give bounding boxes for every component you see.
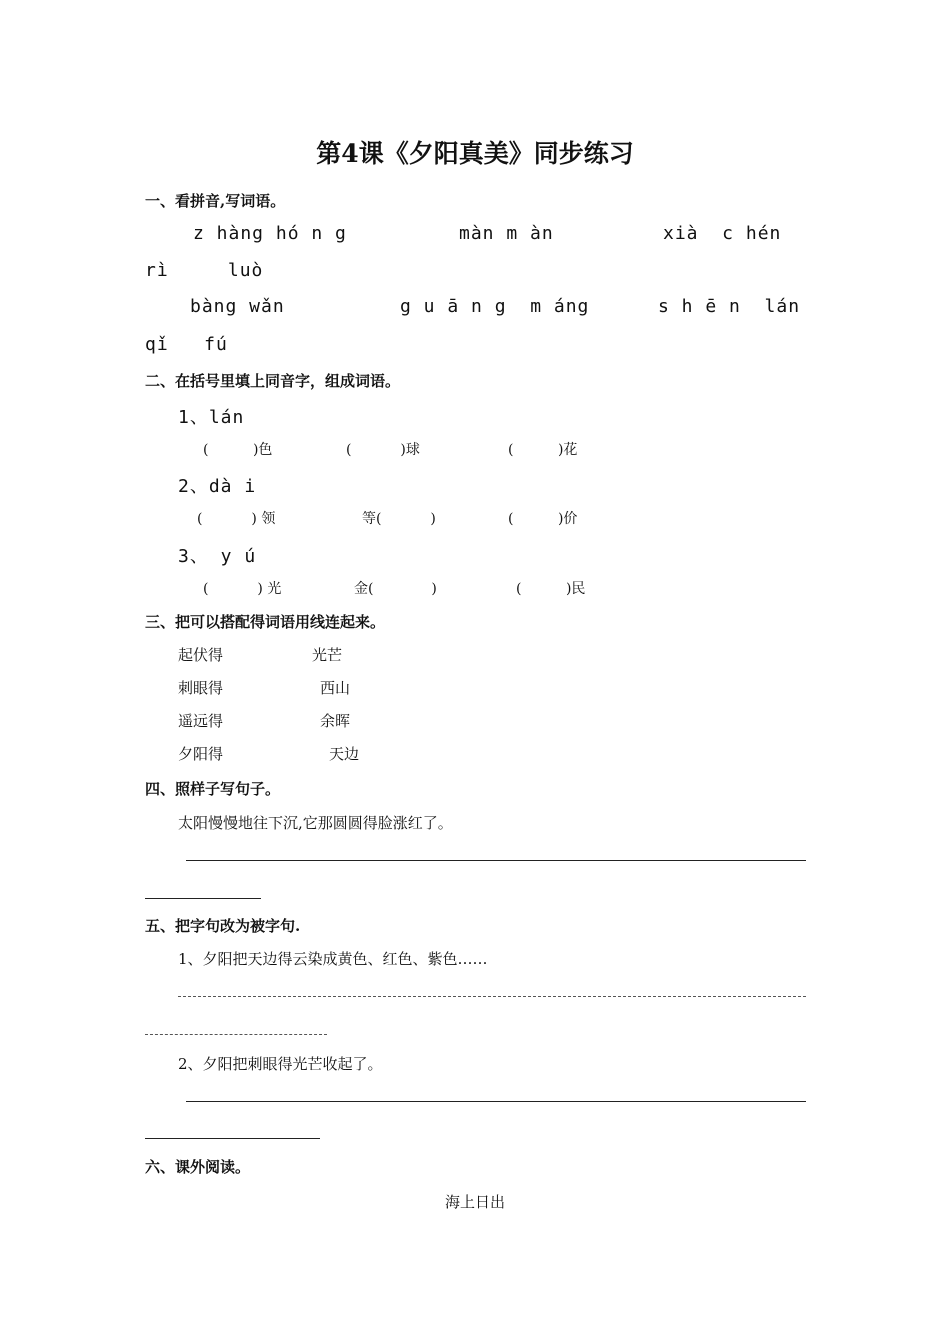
fill-blank: ( )色: [203, 442, 273, 458]
answer-line: [178, 996, 806, 997]
match-left-item: 刺眼得: [178, 679, 224, 697]
match-right-item: 光芒: [312, 646, 343, 664]
question-number: 1、lán: [178, 407, 245, 428]
page-title: 第4课《夕阳真美》同步练习: [316, 139, 634, 168]
section-2-heading: 二、在括号里填上同音字，组成词语。: [145, 372, 401, 390]
fill-blank: ( )民: [516, 581, 586, 597]
fill-blank: 等( ): [362, 511, 436, 527]
fill-blank: ( ) 领: [197, 511, 276, 527]
fill-blank: ( ) 光: [203, 581, 282, 597]
passage-title: 海上日出: [444, 1193, 505, 1211]
section-5-heading: 五、把字句改为被字句.: [145, 917, 301, 935]
pinyin-item: rì luò: [145, 260, 264, 281]
pinyin-item: z hàng hó n g: [193, 223, 347, 244]
section-4-heading: 四、照样子写句子。: [145, 780, 281, 798]
section-1-heading: 一、看拼音,写词语。: [145, 192, 286, 210]
question-number: 3、 y ú: [178, 546, 257, 567]
match-left-item: 遥远得: [178, 712, 224, 730]
fill-blank: ( )花: [508, 442, 578, 458]
section-6-heading: 六、课外阅读。: [145, 1158, 251, 1176]
section-3-heading: 三、把可以搭配得词语用线连起来。: [145, 613, 386, 631]
match-right-item: 余晖: [320, 712, 351, 730]
question-number: 2、dà i: [178, 476, 257, 497]
pinyin-item: g u ā n g m áng: [400, 296, 590, 317]
example-sentence: 太阳慢慢地往下沉,它那圆圆得脸涨红了。: [178, 814, 453, 832]
answer-line: [186, 860, 806, 861]
pinyin-item: qǐ fú: [145, 334, 228, 355]
pinyin-item: xià c hén: [663, 223, 782, 244]
pinyin-item: bàng wǎn: [190, 296, 285, 317]
match-right-item: 西山: [320, 679, 351, 697]
fill-blank: ( )价: [508, 511, 578, 527]
answer-line: [145, 1138, 320, 1139]
match-right-item: 天边: [329, 745, 360, 763]
question-sentence: 2、夕阳把刺眼得光芒收起了。: [178, 1055, 383, 1073]
answer-line: [145, 898, 261, 899]
match-left-item: 夕阳得: [178, 745, 224, 763]
answer-line: [186, 1101, 806, 1102]
answer-line: [145, 1034, 327, 1035]
question-sentence: 1、夕阳把天边得云染成黄色、红色、紫色……: [178, 950, 488, 968]
fill-blank: ( )球: [346, 442, 420, 458]
pinyin-item: s h ē n lán: [658, 296, 801, 317]
match-left-item: 起伏得: [178, 646, 224, 664]
fill-blank: 金( ): [354, 581, 437, 597]
pinyin-item: màn m àn: [459, 223, 554, 244]
